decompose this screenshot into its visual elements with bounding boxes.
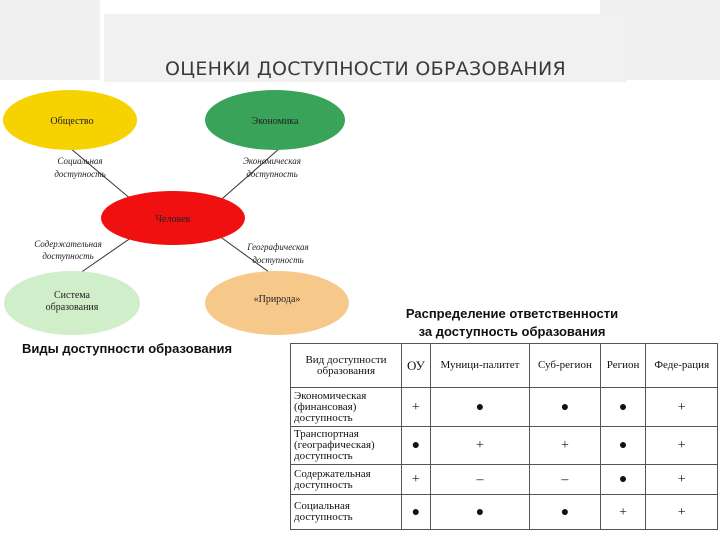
row-label: Транспортная (географическая) доступность — [291, 427, 402, 465]
table-row — [291, 388, 718, 427]
edge-content-label-1: Содержательная — [34, 239, 102, 249]
table-header-row — [291, 344, 718, 388]
table-cell: ● — [530, 388, 600, 427]
edge-social-label-2: доступность — [54, 169, 106, 179]
table-cell: + — [600, 495, 646, 530]
edge-economic-label-1: Экономическая — [243, 156, 301, 166]
row-label: Экономическая (финансовая) доступность — [291, 388, 402, 427]
table-cell: ● — [600, 465, 646, 495]
responsibility-table — [290, 343, 718, 530]
row-label: Содержательная доступность — [291, 465, 402, 495]
table-cell: ● — [430, 388, 529, 427]
table-cell: ● — [430, 495, 529, 530]
header-municipality: Муници-палитет — [430, 344, 529, 388]
table-cell: – — [530, 465, 600, 495]
node-society-label: Общество — [50, 116, 94, 127]
node-nature-label: «Природа» — [253, 294, 301, 305]
edge-geographic-label-2: доступность — [252, 255, 304, 265]
node-economy-label: Экономика — [251, 116, 299, 127]
accessibility-diagram — [0, 85, 360, 340]
title-box — [104, 14, 627, 82]
table-row — [291, 427, 718, 465]
table-cell: ● — [530, 495, 600, 530]
header-subregion: Суб-регион — [530, 344, 600, 388]
table-cell: ● — [402, 495, 431, 530]
header-school: ОУ — [402, 344, 431, 388]
table-cell: ● — [600, 388, 646, 427]
table-cell: + — [430, 427, 529, 465]
table-cell: + — [646, 495, 718, 530]
row-label: Социальная доступность — [291, 495, 402, 530]
node-education-system-label-1: Система — [54, 290, 90, 301]
table-cell: + — [530, 427, 600, 465]
table-cell: + — [646, 388, 718, 427]
table-cell: + — [646, 427, 718, 465]
table-row — [291, 495, 718, 530]
caption-responsibility: Распределение ответственности за доступность образования — [405, 306, 619, 339]
table-cell: – — [430, 465, 529, 495]
node-person-label: Человек — [155, 214, 191, 225]
table-cell: + — [402, 388, 431, 427]
edge-geographic-label-1: Географическая — [247, 242, 309, 252]
caption-access-types: Виды доступности образования — [22, 341, 233, 356]
edge-social-label-1: Социальная — [57, 156, 103, 166]
header-federation: Феде-рация — [646, 344, 718, 388]
header-access-type: Вид доступности образования — [291, 344, 402, 388]
table-cell: ● — [600, 427, 646, 465]
table-cell: + — [646, 465, 718, 495]
header-region: Регион — [600, 344, 646, 388]
table-cell: + — [402, 465, 431, 495]
edge-content-label-2: доступность — [42, 251, 94, 261]
node-education-system-label-2: образования — [45, 302, 99, 313]
decorative-band-left — [0, 0, 100, 80]
edge-economic-label-2: доступность — [246, 169, 298, 179]
table-cell: ● — [402, 427, 431, 465]
page-title: ОЦЕНКИ ДОСТУПНОСТИ ОБРАЗОВАНИЯ — [165, 58, 566, 80]
table-row — [291, 465, 718, 495]
